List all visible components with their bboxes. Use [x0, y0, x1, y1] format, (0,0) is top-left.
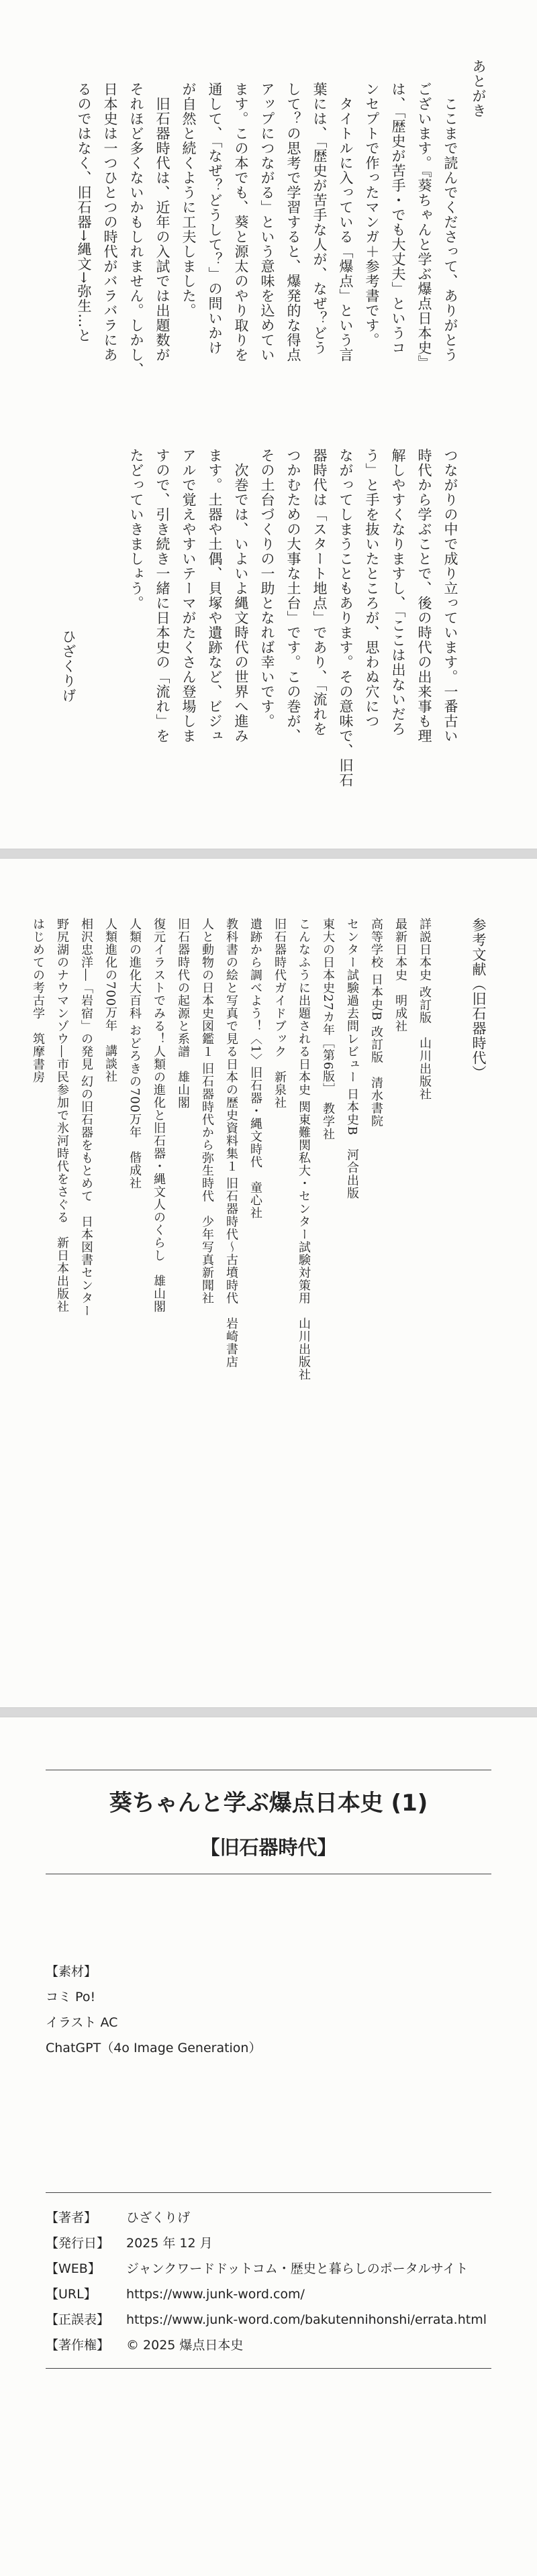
- reference-item: センター試験過去問レビュー 日本史B 河合出版: [345, 918, 359, 1199]
- text-column: 器時代は「スタート地点」であり、「流れを: [311, 448, 328, 737]
- text-column: 解しやすくなりますし、「ここは出ないだろ: [390, 448, 406, 737]
- credit-url: [46, 2282, 491, 2307]
- credit-label: 【正誤表】: [46, 2312, 110, 2327]
- text-column: ここまで読んでくださって、ありがとう: [442, 82, 458, 362]
- reference-item: 相沢忠洋―「岩宿」の発見 幻の旧石器をもとめて 日本図書センター: [79, 918, 93, 1318]
- text-column: それほど多くないかもしれません。しかし、: [128, 82, 144, 377]
- credit-label: 【著作権】: [46, 2338, 110, 2353]
- materials-line: コミ Po!: [46, 1990, 96, 2004]
- materials-block: [46, 1959, 261, 2061]
- text-column: 次巻では、いよいよ縄文時代の世界へ進み: [233, 448, 249, 743]
- credit-errata: [46, 2307, 491, 2332]
- text-column: ございます。『葵ちゃんと学ぶ爆点日本史』: [416, 82, 432, 370]
- credit-value: © 2025 爆点日本史: [126, 2338, 244, 2353]
- text-column: ながってしまうこともあります。その意味で、旧石: [338, 448, 354, 788]
- text-column: 葉には、「歴史が苦手な人が、なぜ？どう: [311, 82, 328, 356]
- reference-item: こんなふうに出題される日本史 関東難関私大・センター試験対策用 山川出版社: [297, 918, 311, 1381]
- credit-value: ひざくりげ: [126, 2210, 191, 2225]
- afterword-body-upper: [70, 82, 463, 377]
- reference-item: 復元イラストでみる！人類の進化と旧石器・縄文人のくらし 雄山閣: [152, 918, 166, 1313]
- materials-line: 【素材】: [46, 1964, 97, 1979]
- credit-value: https://www.junk-word.com/: [126, 2287, 305, 2302]
- afterword-signature: ひざくりげ: [60, 629, 77, 703]
- reference-item: はじめての考古学 筑摩書房: [31, 918, 45, 1083]
- text-column: つながりの中で成り立っています。一番古い: [442, 448, 458, 743]
- reference-item: 人類進化の700万年 講談社: [103, 918, 117, 1083]
- afterword-heading: あとがき: [471, 59, 487, 118]
- text-column: その土台づくりの一助となれば幸いです。: [259, 448, 275, 729]
- afterword-page: [0, 0, 537, 849]
- afterword-body-lower: [123, 448, 463, 788]
- reference-item: 東大の日本史27カ年［第6版］ 教学社: [321, 918, 335, 1141]
- credit-value: https://www.junk-word.com/bakutennihonshi/errata.html: [126, 2312, 487, 2327]
- text-column: ます。土器や土偶、貝塚や遺跡など、ビジュ: [207, 448, 223, 743]
- references-heading: 参考文献（旧石器時代）: [471, 918, 487, 1080]
- reference-item: 最新日本史 明成社: [393, 918, 407, 1032]
- credit-author: [46, 2205, 491, 2231]
- text-column: すので、引き続き一緒に日本史の「流れ」を: [154, 448, 170, 743]
- text-column: う」と手を抜いたところが、思わぬ穴につ: [364, 448, 380, 729]
- reference-item: 野尻湖のナウマンゾウ―市民参加で氷河時代をさぐる 新日本出版社: [55, 918, 69, 1313]
- reference-item: 人と動物の日本史図鑑１ 旧石器時代から弥生時代 少年写真新聞社: [200, 918, 214, 1305]
- materials-line: ChatGPT（4o Image Generation）: [46, 2041, 262, 2055]
- credit-label: 【発行日】: [46, 2236, 110, 2251]
- credit-value: ジャンクワードドットコム・歴史と暮らしのポータルサイト: [126, 2261, 469, 2276]
- divider-credits-bottom: [46, 2368, 491, 2369]
- text-column: るのではなく、旧石器→縄文→弥生…と: [76, 82, 92, 343]
- references-list: [26, 918, 436, 1381]
- colophon-page: [0, 1717, 537, 2576]
- reference-item: 旧石器時代ガイドブック 新泉社: [273, 918, 287, 1109]
- credit-web: [46, 2256, 491, 2282]
- text-column: は、「歴史が苦手・でも大丈夫」というコ: [390, 82, 406, 356]
- book-title: 葵ちゃんと学ぶ爆点日本史 (1): [109, 1790, 428, 1817]
- reference-item: 旧石器時代の起源と系譜 雄山閣: [176, 918, 190, 1109]
- text-column: アルで覚えやすいテーマがたくさん登場しま: [181, 448, 197, 743]
- text-column: タイトルに入っている「爆点」という言: [338, 82, 354, 362]
- text-column: して？の思考で学習すると、爆発的な得点: [285, 82, 301, 362]
- text-column: アップにつながる」という意味を込めてい: [259, 82, 275, 362]
- text-column: ます。この本でも、葵と源太のやり取りを: [233, 82, 249, 362]
- text-column: 旧石器時代は、近年の入試では出題数が: [154, 82, 170, 362]
- text-column: 通して、「なぜ？どうして？」の問いかけ: [207, 82, 223, 356]
- reference-item: 遺跡から調べよう！〈1〉旧石器・縄文時代 童心社: [248, 918, 262, 1220]
- text-column: つかむための大事な土台」です。この巻が、: [285, 448, 301, 743]
- book-subtitle: 【旧石器時代】: [200, 1836, 337, 1859]
- reference-item: 教科書の絵と写真で見る日本の歴史資料集１ 旧石器時代〜古墳時代 岩崎書店: [224, 918, 238, 1368]
- credits-block: [46, 2205, 491, 2358]
- credit-label: 【著者】: [46, 2210, 97, 2225]
- credit-value: 2025 年 12 月: [126, 2236, 213, 2251]
- text-column: たどっていきましょう。: [128, 448, 144, 610]
- text-column: が自然と続くように工夫しました。: [181, 82, 197, 318]
- text-column: ンセプトで作ったマンガ＋参考書です。: [364, 82, 380, 347]
- text-column: 日本史は一つひとつの時代がバラバラにあ: [102, 82, 118, 362]
- credit-label: 【WEB】: [46, 2261, 101, 2276]
- text-column: 時代から学ぶことで、後の時代の出来事も理: [416, 448, 432, 743]
- reference-item: 高等学校 日本史B 改訂版 清水書院: [369, 918, 383, 1128]
- credit-copyright: [46, 2332, 491, 2358]
- reference-item: 詳説日本史 改訂版 山川出版社: [418, 918, 432, 1101]
- references-page: [0, 859, 537, 1707]
- reference-item: 人類の進化大百科 おどろきの700万年 偕成社: [128, 918, 142, 1190]
- materials-line: イラスト AC: [46, 2015, 118, 2030]
- credit-date: [46, 2231, 491, 2256]
- divider-credits-top: [46, 2192, 491, 2193]
- credit-label: 【URL】: [46, 2287, 97, 2302]
